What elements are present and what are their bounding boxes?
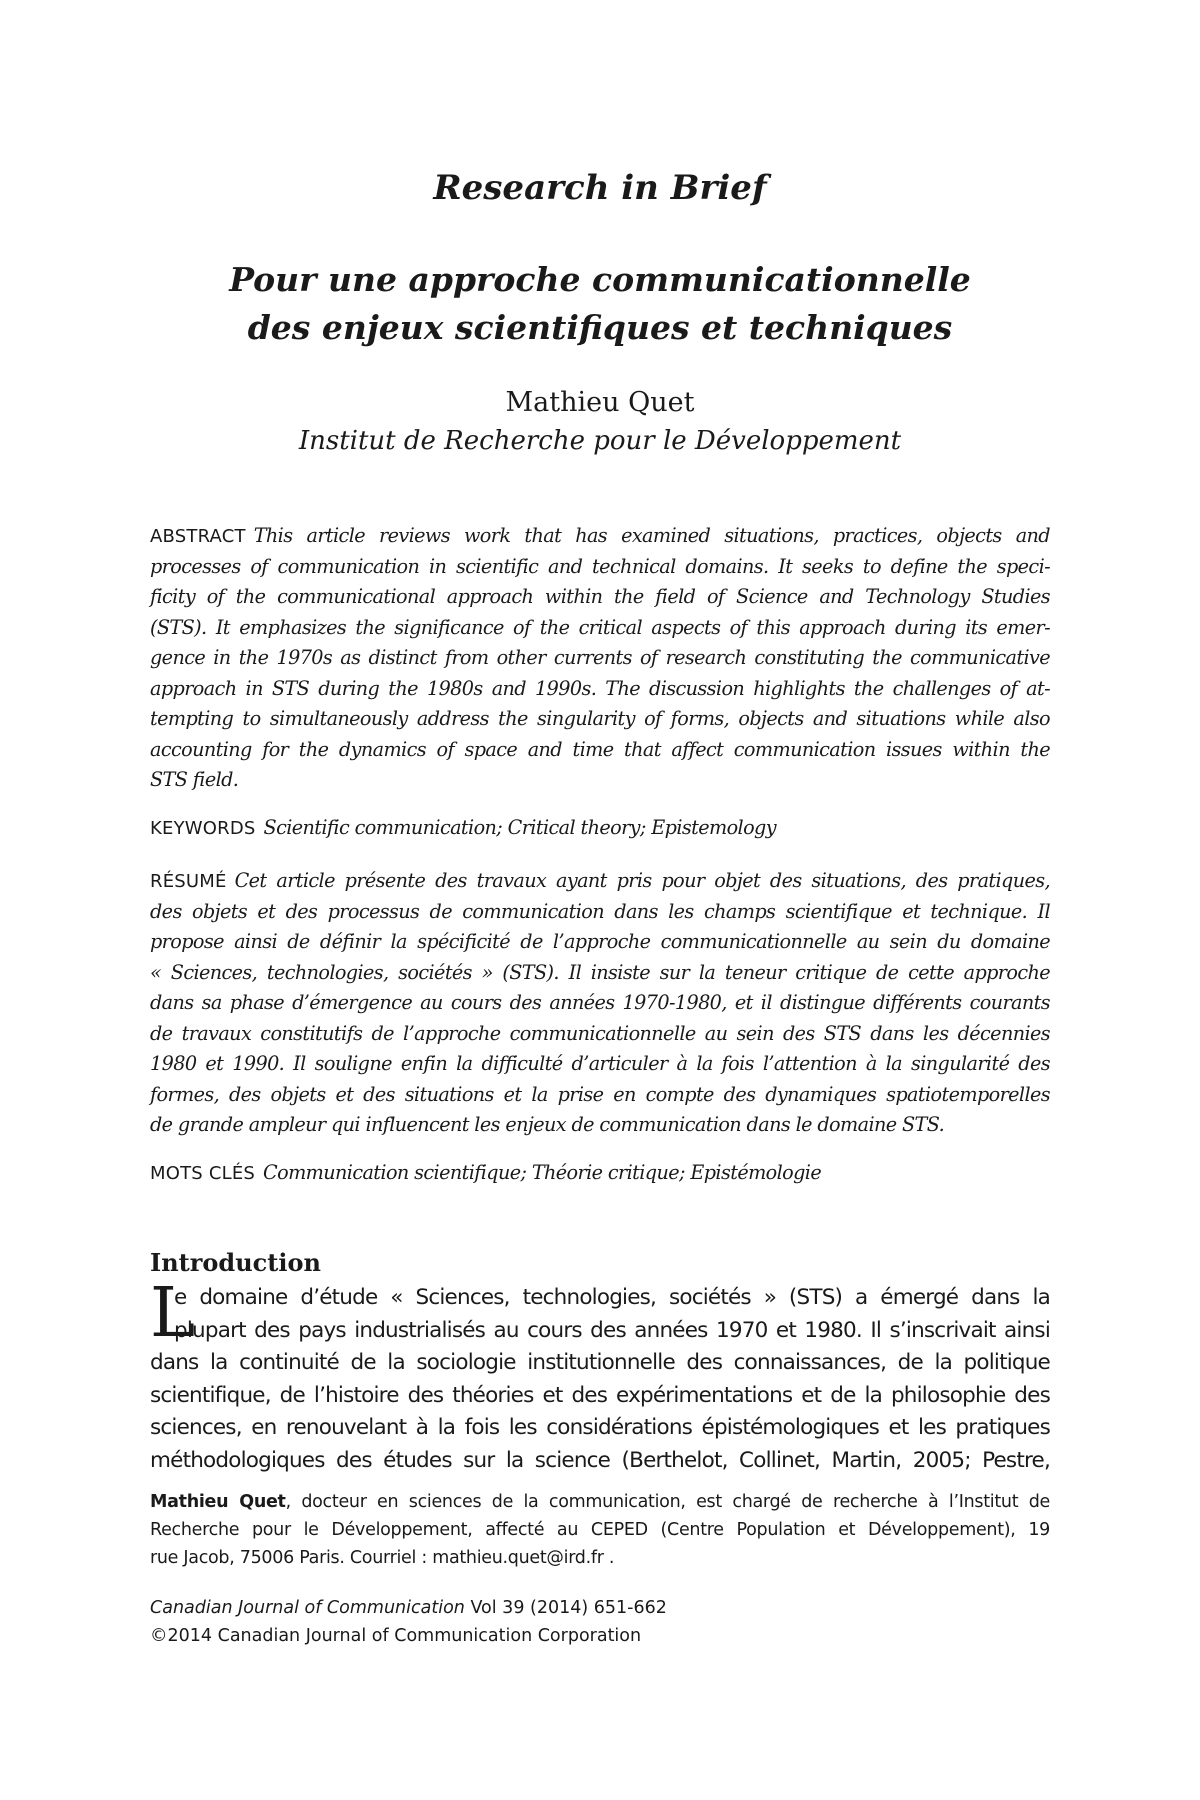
abstract-line-7: tempting to simultaneously address the singularity of forms, objects and situations while also bbox=[150, 707, 1050, 730]
keywords-label: KEYWORDS bbox=[150, 818, 256, 839]
abstract-line-4: (STS). It emphasizes the significance of the critical aspects of this approach during its emer- bbox=[150, 615, 1050, 639]
footnote-line-1: , docteur en sciences de la communication, est chargé de recherche à l’Institut de bbox=[285, 1492, 1050, 1512]
mots-cles bbox=[150, 1158, 1050, 1189]
author-affiliation: Institut de Recherche pour le Développement bbox=[298, 426, 902, 456]
author-footnote bbox=[150, 1488, 1050, 1572]
abstract-line-6: approach in STS during the 1980s and 1990s. The discussion highlights the challenges of at- bbox=[150, 676, 1050, 700]
keywords-text: Scientific communication; Critical theory; Epistemology bbox=[263, 816, 776, 839]
footnote-author: Mathieu Quet bbox=[150, 1492, 286, 1512]
body-line-3: dans la continuité de la sociologie institutionnelle des connaissances, de la politique bbox=[150, 1350, 1050, 1376]
mots-cles-label: MOTS CLÉS bbox=[150, 1163, 256, 1184]
article-title-line-1: Pour une approche communicationnelle bbox=[229, 260, 971, 299]
resume-line-7: 1980 et 1990. Il souligne enfin la difficulté d’articuler à la fois l’attention à la singularité des bbox=[150, 1052, 1050, 1075]
body-line-5: sciences, en renouvelant à la fois les considérations épistémologiques et les pratiques bbox=[150, 1415, 1050, 1441]
mots-cles-text: Communication scientifique; Théorie critique; Epistémologie bbox=[263, 1161, 822, 1184]
footnote-line-2: Recherche pour le Développement, affecté au CEPED (Centre Population et Développement), 19 bbox=[150, 1520, 1050, 1540]
journal-info bbox=[150, 1594, 1050, 1650]
section-label: Research in Brief bbox=[433, 168, 767, 208]
resume-line-4: « Sciences, technologies, sociétés » (STS). Il insiste sur la teneur critique de cette approche bbox=[150, 960, 1050, 984]
journal-copyright: ©2014 Canadian Journal of Communication Corporation bbox=[150, 1626, 642, 1646]
abstract-line-5: gence in the 1970s as distinct from other currents of research constituting the communicative bbox=[150, 646, 1050, 669]
resume-line-2: des objets et des processus de communication dans les champs scientifique et technique. Il bbox=[150, 899, 1050, 923]
abstract-line-1: This article reviews work that has examined situations, practices, objects and bbox=[253, 524, 1050, 547]
resume-line-3: propose ainsi de définir la spécificité de l’approche communicationnelle au sein du domaine bbox=[150, 930, 1050, 953]
resume bbox=[150, 866, 1050, 1141]
author-name: Mathieu Quet bbox=[505, 387, 695, 418]
resume-line-6: de travaux constitutifs de l’approche communicationnelle au sein des STS dans les décennies bbox=[150, 1021, 1050, 1045]
keywords bbox=[150, 813, 1050, 844]
abstract-line-9: STS field. bbox=[150, 768, 239, 791]
body-line-2: plupart des pays industrialisés au cours des années 1970 et 1980. Il s’inscrivait ainsi bbox=[174, 1317, 1050, 1343]
article-title bbox=[0, 256, 1200, 352]
abstract bbox=[150, 521, 1050, 796]
abstract-line-8: accounting for the dynamics of space and time that affect communication issues within the bbox=[150, 737, 1050, 761]
article-title-line-2: des enjeux scientifiques et techniques bbox=[247, 308, 953, 347]
resume-line-5: dans sa phase d’émergence au cours des années 1970-1980, et il distingue différents courants bbox=[150, 991, 1050, 1014]
resume-line-8: formes, des objets et des situations et la prise en compte des dynamiques spatiotemporelles bbox=[150, 1082, 1050, 1106]
body-line-4: scientifique, de l’histoire des théories et des expérimentations et de la philosophie des bbox=[150, 1382, 1050, 1408]
abstract-line-2: processes of communication in scientific and technical domains. It seeks to define the speci- bbox=[150, 554, 1050, 578]
footnote-line-3: rue Jacob, 75006 Paris. Courriel : mathieu.quet@ird.fr . bbox=[150, 1548, 615, 1568]
drop-cap: L bbox=[150, 1274, 196, 1353]
resume-label: RÉSUMÉ bbox=[150, 871, 227, 892]
resume-line-9: de grande ampleur qui influencent les enjeux de communication dans le domaine STS. bbox=[150, 1113, 945, 1136]
introduction bbox=[150, 1248, 1050, 1478]
body-line-6: méthodologiques des études sur la science (Berthelot, Collinet, Martin, 2005; Pestre, bbox=[150, 1447, 1050, 1473]
introduction-heading: Introduction bbox=[150, 1248, 321, 1277]
journal-citation: Vol 39 (2014) 651-662 bbox=[464, 1598, 667, 1618]
abstract-label: ABSTRACT bbox=[150, 526, 246, 547]
body-line-1: e domaine d’étude « Sciences, technologies, sociétés » (STS) a émergé dans la bbox=[174, 1285, 1050, 1310]
journal-name: Canadian Journal of Communication bbox=[150, 1598, 465, 1618]
resume-line-1: Cet article présente des travaux ayant pris pour objet des situations, des pratiques, bbox=[234, 869, 1050, 892]
abstract-line-3: ficity of the communicational approach within the field of Science and Technology Studies bbox=[150, 585, 1050, 608]
